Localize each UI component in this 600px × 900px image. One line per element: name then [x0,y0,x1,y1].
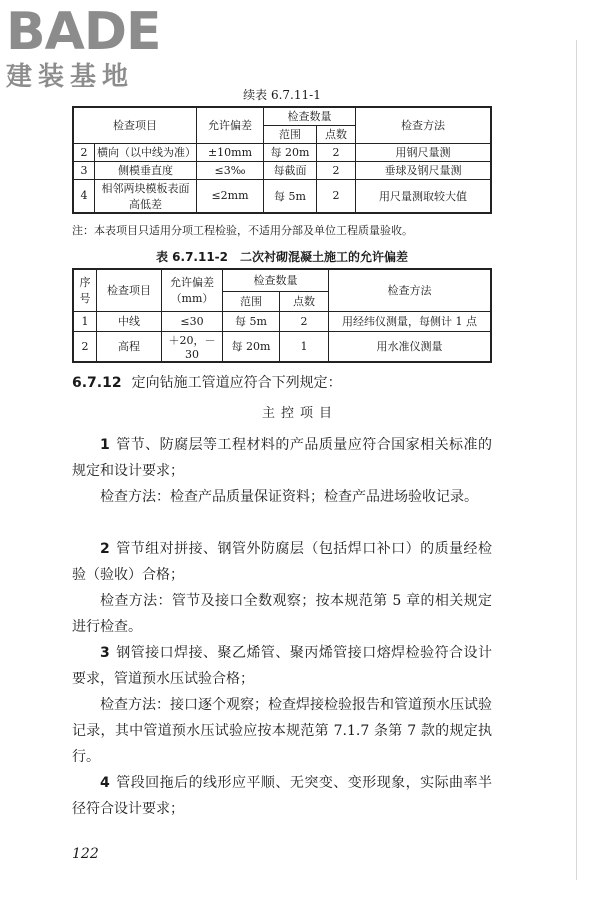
item-number: 3 [100,645,110,661]
table1-header-tolerance: 允许偏差 [197,107,264,143]
table1-cell: ≤3‰ [197,161,264,179]
table1-header-quantity: 检查数量 [264,107,356,125]
table2-cell: 用水准仪测量 [329,331,492,362]
table1-cell: 用尺量测取较大值 [356,179,492,213]
table1-cell: 2 [317,161,356,179]
table-row [73,179,491,213]
table1-header-scope: 范围 [264,125,317,143]
page-number: 122 [72,846,99,862]
table2-cell: 1 [73,311,97,331]
table1-cell: 每截面 [264,161,317,179]
item-text: 管节组对拼接、钢管外防腐层（包括焊口补口）的质量经检验（验收）合格； [72,541,492,583]
logo-subtitle: 建装基地 [6,62,135,92]
table1-header-item: 检查项目 [73,107,197,143]
table-row [73,311,491,331]
item-1 [72,432,492,484]
table1-cell: ±10mm [197,143,264,161]
page-edge-divider [576,40,577,880]
item-text: 钢管接口焊接、聚乙烯管、聚丙烯管接口熔焊检验符合设计要求，管道预水压试验合格； [72,645,492,687]
table2 [72,268,492,363]
table1-cell: 相邻两块模板表面高低差 [95,179,197,213]
table1-cell: 横向（以中线为准） [95,143,197,161]
table1-cell: 每 5m [264,179,317,213]
table2-header-tolerance [162,269,223,311]
watermark-logo [6,2,161,92]
table1-cell: 每 20m [264,143,317,161]
table2-cell: 每 20m [223,331,280,362]
logo-text: BADE [6,2,161,62]
table1-cell: ≤2mm [197,179,264,213]
table1-cell: 2 [317,179,356,213]
clause-number: 6.7.12 [72,375,122,391]
table1-cell: 侧模垂直度 [95,161,197,179]
table1-cell: 2 [73,143,95,161]
item-2-check: 检查方法：管节及接口全数观察；按本规范第 5 章的相关规定进行检查。 [72,593,492,635]
table2-cell: 中线 [97,311,162,331]
item-4 [72,770,492,822]
table2-header-item: 检查项目 [97,269,162,311]
table1-caption: 续表 6.7.11-1 [243,88,321,102]
table2-cell: ＋20，－30 [162,331,223,362]
item-1-check: 检查方法：检查产品质量保证资料；检查产品进场验收记录。 [100,489,478,505]
table2-cell: 每 5m [223,311,280,331]
table1-cell: 2 [317,143,356,161]
table-row [73,143,491,161]
table2-cell: 高程 [97,331,162,362]
table2-header-scope: 范围 [223,291,280,311]
item-2 [72,536,492,588]
item-number: 4 [100,775,110,791]
table2-header-tolerance-unit: （mm） [170,292,214,306]
item-text: 管段回拖后的线形应平顺、无突变、变形现象，实际曲率半径符合设计要求； [72,775,492,817]
table1-cell: 用钢尺量测 [356,143,492,161]
item-text: 管节、防腐层等工程材料的产品质量应符合国家相关标准的规定和设计要求； [72,437,492,479]
table1-header-method: 检查方法 [356,107,492,143]
clause-6-7-12 [72,372,342,392]
clause-text: 定向钻施工管道应符合下列规定： [131,375,342,391]
table2-header-no: 序号 [73,269,97,311]
table1 [72,106,492,214]
table-row [73,161,491,179]
item-number: 2 [100,541,110,557]
table1-cell: 3 [73,161,95,179]
table2-header-points: 点数 [280,291,329,311]
table1-cell: 垂球及钢尺量测 [356,161,492,179]
table2-cell: 1 [280,331,329,362]
table-row [73,331,491,362]
item-number: 1 [100,437,110,453]
item-3-check: 检查方法：接口逐个观察；检查焊接检验报告和管道预水压试验记录，其中管道预水压试验应按本规范第 7.1.7 条第 7 款的规定执行。 [72,697,492,765]
table2-cell: 用经纬仪测量，每侧计 1 点 [329,311,492,331]
table1-note: 注：本表项目只适用分项工程检验，不适用分部及单位工程质量验收。 [72,224,413,237]
item-3 [72,640,492,692]
table1-header-points: 点数 [317,125,356,143]
table2-cell: 2 [280,311,329,331]
table2-header-tolerance-label: 允许偏差 [170,276,214,290]
table1-cell: 4 [73,179,95,213]
table2-caption: 表 6.7.11-2 二次衬砌混凝土施工的允许偏差 [155,250,409,264]
table2-cell: ≤30 [162,311,223,331]
table2-header-quantity: 检查数量 [223,269,329,291]
table2-cell: 2 [73,331,97,362]
section-heading: 主控项目 [261,406,338,421]
table2-header-method: 检查方法 [329,269,492,311]
